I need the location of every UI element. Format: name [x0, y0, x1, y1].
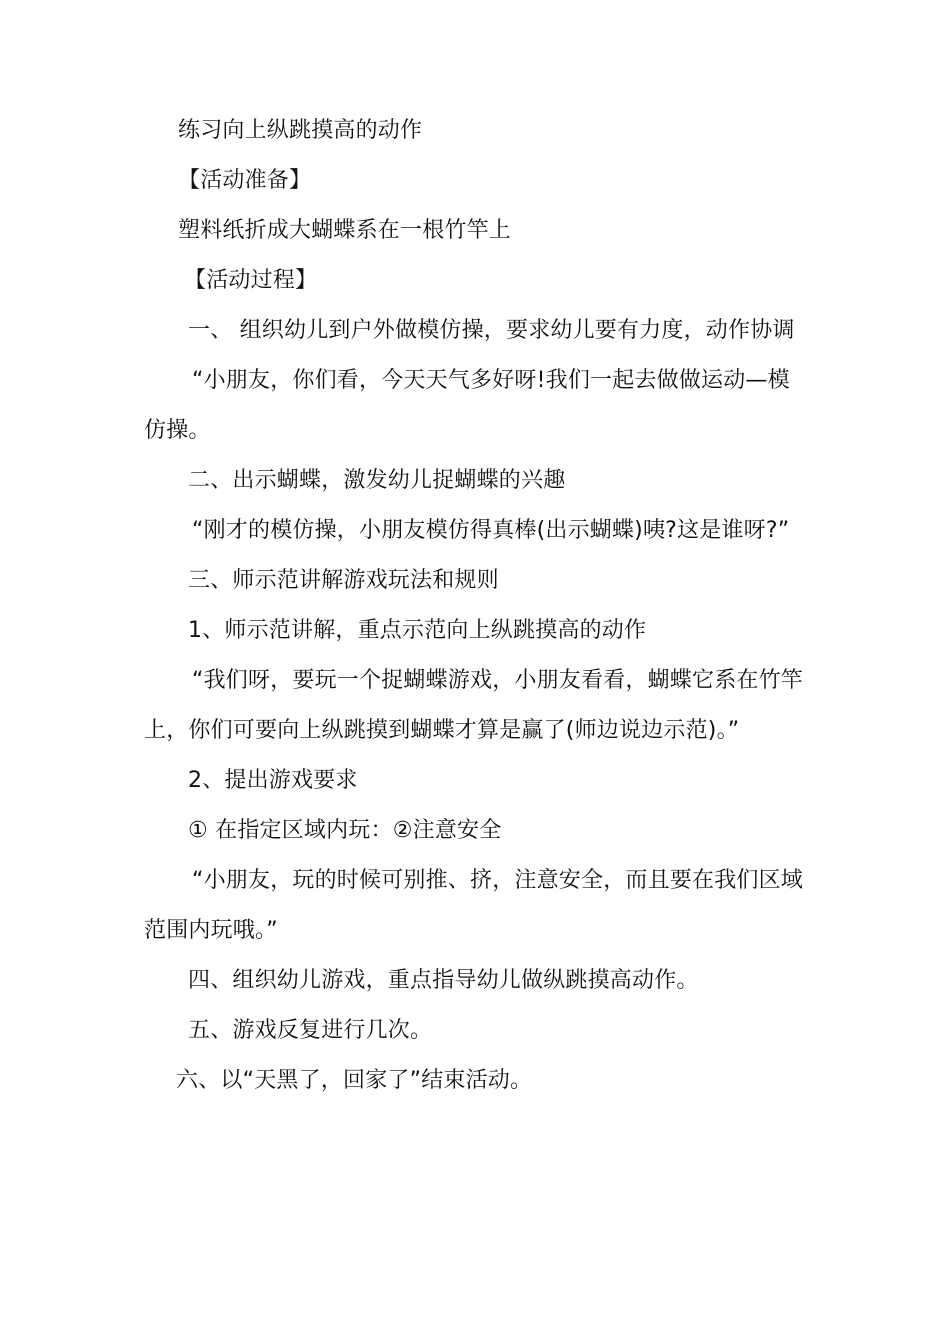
section-heading-preparation: 【活动准备】 [178, 168, 312, 193]
step-five-heading: 五、游戏反复进行几次。 [188, 1018, 433, 1043]
substep-one-heading: 1、师示范讲解，重点示范向上纵跳摸高的动作 [188, 618, 647, 643]
game-rules-text: ① 在指定区域内玩：②注意安全 [188, 818, 502, 843]
step-three-heading: 三、师示范讲解游戏玩法和规则 [188, 568, 499, 593]
step-one-quote-line-1: “小朋友，你们看，今天天气多好呀!我们一起去做做运动—模 [192, 368, 790, 393]
substep-two-heading: 2、提出游戏要求 [188, 768, 358, 793]
step-one-quote-line-2: 仿操。 [144, 418, 211, 443]
game-rules-quote-line-1: “小朋友，玩的时候可别推、挤，注意安全，而且要在我们区域 [192, 868, 803, 893]
section-heading-process: 【活动过程】 [184, 268, 318, 293]
step-one-heading: 一、 组织幼儿到户外做模仿操，要求幼儿要有力度，动作协调 [188, 318, 795, 343]
activity-goal-text: 练习向上纵跳摸高的动作 [178, 118, 423, 143]
step-two-heading: 二、出示蝴蝶，激发幼儿捉蝴蝶的兴趣 [188, 468, 566, 493]
preparation-text: 塑料纸折成大蝴蝶系在一根竹竿上 [178, 218, 512, 243]
substep-one-quote-line-1: “我们呀，要玩一个捉蝴蝶游戏，小朋友看看，蝴蝶它系在竹竿 [192, 668, 803, 693]
step-six-heading: 六、以“天黑了，回家了”结束活动。 [176, 1068, 533, 1093]
game-rules-quote-line-2: 范围内玩哦。” [144, 918, 278, 943]
step-two-quote: “刚才的模仿操，小朋友模仿得真棒(出示蝴蝶)咦?这是谁呀?” [192, 518, 790, 543]
step-four-heading: 四、组织幼儿游戏，重点指导幼儿做纵跳摸高动作。 [188, 968, 699, 993]
substep-one-quote-line-2: 上，你们可要向上纵跳摸到蝴蝶才算是赢了(师边说边示范)。” [144, 718, 740, 743]
